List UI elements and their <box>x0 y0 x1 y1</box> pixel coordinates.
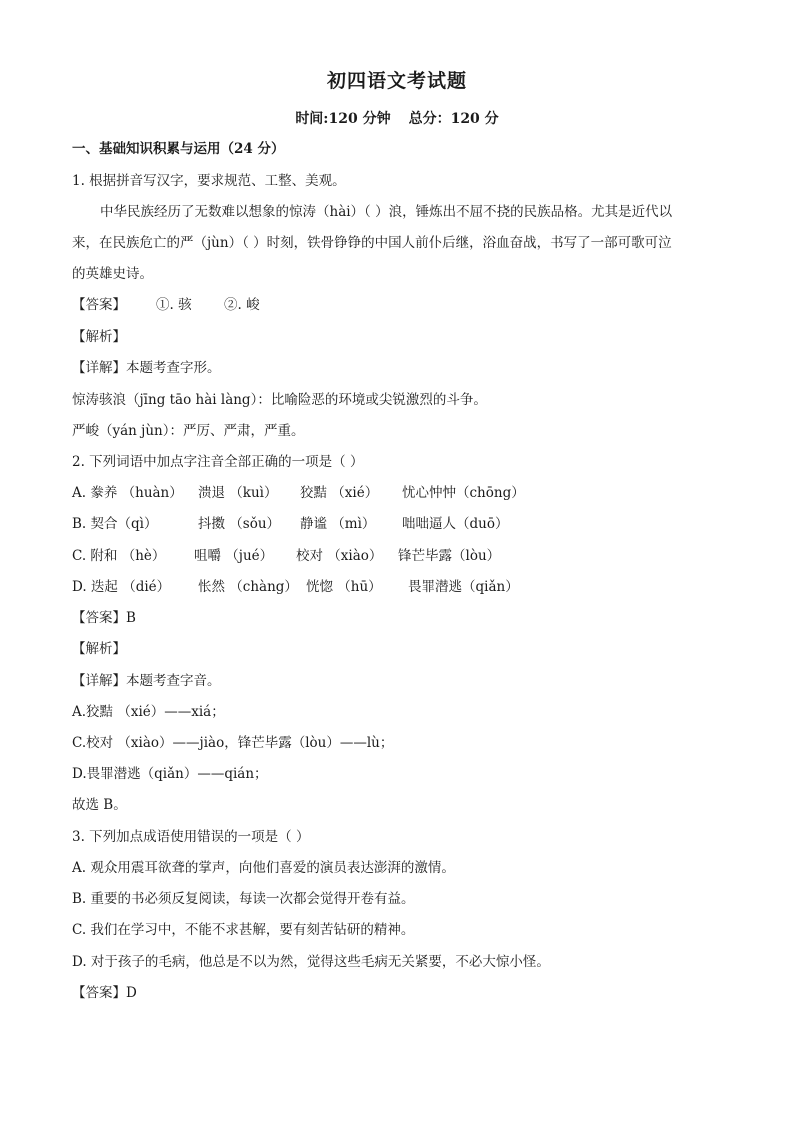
q2-option-a <box>72 483 724 503</box>
q2-option-b <box>72 514 724 534</box>
answer-label: 【答案】 <box>72 297 126 313</box>
q1-passage-line-1: 中华民族经历了无数难以想象的惊涛（hài）（ ）浪，锤炼出不屈不挠的民族品格。尤其是近代以 <box>100 204 673 220</box>
q2-note-a: A.狡黠 （xié）——xiá； <box>72 704 225 720</box>
q3-option-c: C. 我们在学习中，不能不求甚解，要有刻苦钻研的精神。 <box>72 922 415 938</box>
q1-analysis-label: 【解析】 <box>72 329 126 345</box>
option-word: 恍惚 （hū） <box>306 579 382 595</box>
q2-analysis-label: 【解析】 <box>72 641 126 657</box>
q3-stem: 3. 下列加点成语使用错误的一项是（ ） <box>72 829 310 845</box>
option-word: 静谧 （mì） <box>300 516 376 532</box>
q2-answer: 【答案】B <box>72 610 136 626</box>
q3-answer: 【答案】D <box>72 985 137 1001</box>
option-word: A. 豢养 （huàn） <box>72 485 183 501</box>
q2-note-d: D.畏罪潜逃（qiǎn）——qián； <box>72 766 268 782</box>
option-word: 怅然 （chàng） <box>198 579 298 595</box>
option-word: 狡黠 （xié） <box>300 485 379 501</box>
option-word: B. 契合（qì） <box>72 516 158 532</box>
option-word: 校对 （xiào） <box>296 548 383 564</box>
option-word: 锋芒毕露（lòu） <box>398 548 501 564</box>
q1-note-1: 惊涛骇浪（jīng tāo hài làng）：比喻险恶的环境或尖锐激烈的斗争。 <box>72 392 487 408</box>
q3-option-b: B. 重要的书必须反复阅读，每读一次都会觉得开卷有益。 <box>72 891 415 907</box>
option-word: 咄咄逼人（duō） <box>402 516 509 532</box>
answer-item-1: ①. 骇 <box>156 297 192 313</box>
q2-stem: 2. 下列词语中加点字注音全部正确的一项是（ ） <box>72 454 364 470</box>
q2-option-d <box>72 577 724 597</box>
q1-note-2: 严峻（yán jùn）：严厉、严肃，严重。 <box>72 423 305 439</box>
option-word: C. 附和 （hè） <box>72 548 166 564</box>
option-word: 溃退 （kuì） <box>198 485 278 501</box>
option-word: 抖擞 （sǒu） <box>198 516 281 532</box>
exam-title: 初四语文考试题 <box>326 70 467 92</box>
option-word: D. 迭起 （dié） <box>72 579 171 595</box>
q1-detail: 【详解】本题考查字形。 <box>72 360 221 376</box>
q1-stem: 1. 根据拼音写汉字，要求规范、工整、美观。 <box>72 173 346 189</box>
option-word: 畏罪潜逃（qiǎn） <box>408 579 519 595</box>
q1-answer <box>72 295 724 315</box>
option-word: 忧心忡忡（chōng） <box>402 485 525 501</box>
exam-time: 时间:120 分钟 <box>295 111 391 127</box>
exam-total-score: 总分：120 分 <box>408 111 499 127</box>
section-heading: 一、基础知识积累与运用（24 分） <box>72 141 285 157</box>
q3-option-d: D. 对于孩子的毛病，他总是不以为然，觉得这些毛病无关紧要，不必大惊小怪。 <box>72 954 550 970</box>
exam-subtitle <box>0 108 794 128</box>
q2-detail: 【详解】本题考查字音。 <box>72 673 221 689</box>
answer-item-2: ②. 峻 <box>224 297 260 313</box>
q2-option-c <box>72 546 724 566</box>
q1-passage-line-3: 的英雄史诗。 <box>72 266 153 282</box>
q2-conclusion: 故选 B。 <box>72 797 127 813</box>
q1-passage-line-2: 来，在民族危亡的严（jùn）（ ）时刻，铁骨铮铮的中国人前仆后继，浴血奋战，书写了一部可歌可泣 <box>72 235 672 251</box>
option-word: 咀嚼 （jué） <box>194 548 274 564</box>
q2-note-c: C.校对 （xiào）——jiào，锋芒毕露（lòu）——lù； <box>72 735 394 751</box>
q3-option-a: A. 观众用震耳欲聋的掌声，向他们喜爱的演员表达澎湃的激情。 <box>72 860 455 876</box>
